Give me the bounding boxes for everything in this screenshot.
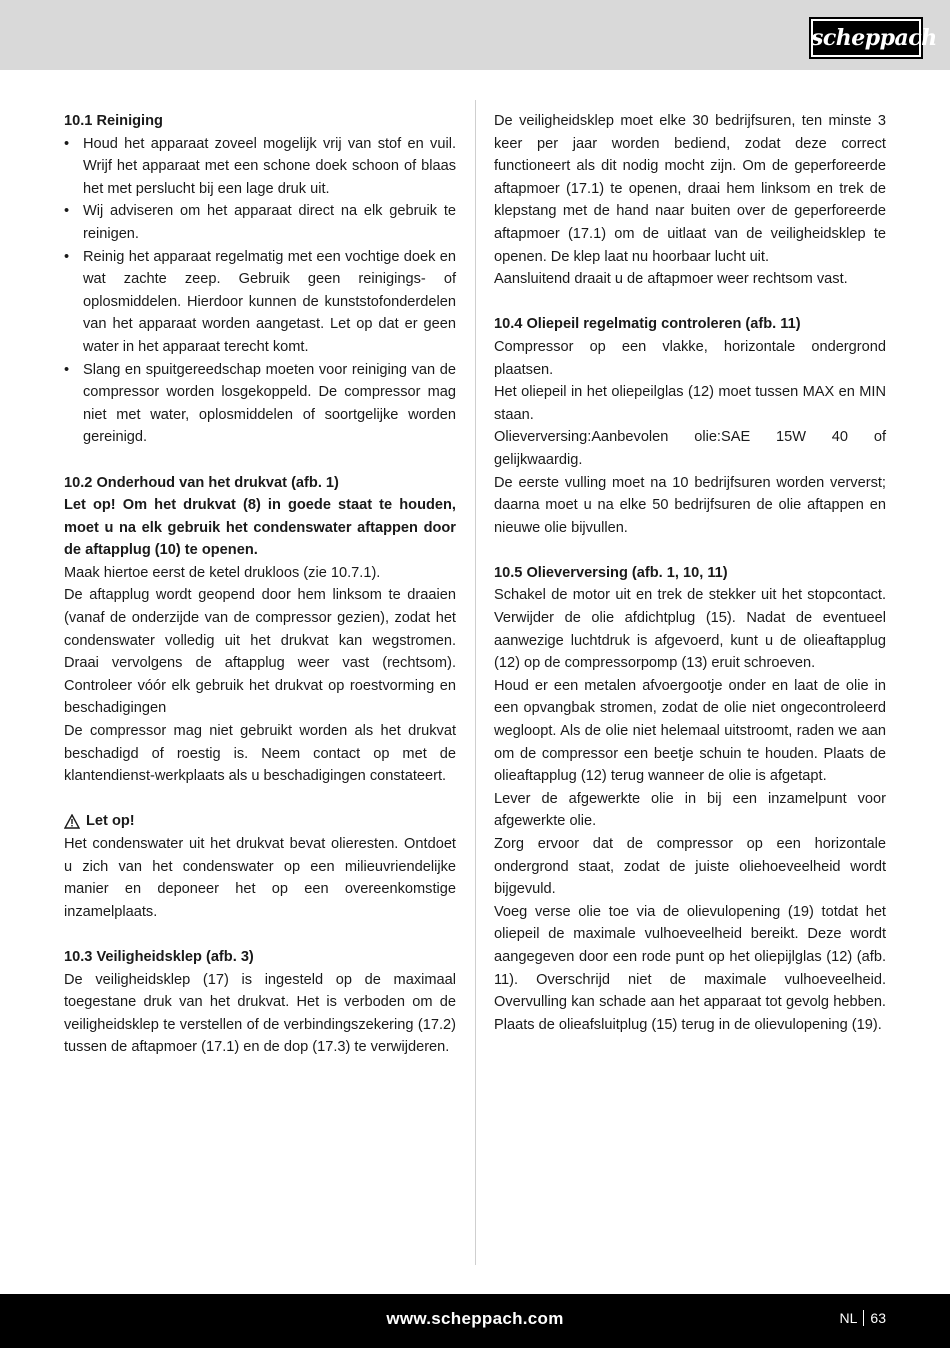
section-10-2-title: 10.2 Onderhoud van het drukvat (afb. 1) [64, 474, 339, 491]
paragraph: De aftapplug wordt geopend door hem linksom te draaien (vanaf de onderzijde van de compressor gezien), zodat het condenswater volledig uit het drukvat kan wegstromen. Draai vervolgens de aftapplug weer vast (rechtsom). Controleer vóór elk gebruik het drukvat op roestvorming en beschadigingen [64, 587, 456, 717]
language-code: NL [839, 1310, 858, 1326]
left-column [64, 110, 456, 1059]
cleaning-bullet-list [64, 133, 456, 449]
paragraph: De veiligheidsklep (17) is ingesteld op de maximaal toegestane druk van het drukvat. Het is verboden om de veiligheidsklep te verstellen of de verbindingszekering (17.2) tussen de aftapmoer (17.1) en de dop (17.3) te verwijderen. [64, 971, 456, 1056]
caution-heading [64, 810, 456, 833]
page-number: 63 [870, 1310, 886, 1326]
paragraph: Zorg ervoor dat de compressor op een horizontale ondergrond staat, zodat de juiste oliehoeveelheid wordt bijgevuld. [494, 836, 886, 898]
brand-logo [809, 17, 937, 59]
website-link[interactable]: www.scheppach.com [386, 1309, 564, 1328]
paragraph: Compressor op een vlakke, horizontale ondergrond plaatsen. [494, 338, 886, 378]
paragraph: Voeg verse olie toe via de olievulopening (19) totdat het oliepeil de maximale vulhoeveelheid bereikt. Deze wordt aangegeven door een rode punt op het oliepijlglas (12) (afb. 11). Overschrijd niet de maximale vulhoeveelheid. Overvulling kan schade aan het apparaat tot gevolg hebben. Plaats de olieafsluitplug (15) terug in de olievulopening (19). [494, 903, 886, 1033]
header-band [0, 0, 950, 70]
paragraph: Houd er een metalen afvoergootje onder en laat de olie in een opvangbak stromen, zodat de olie niet ongecontroleerd wegloopt. Als de olie niet helemaal uitstroomt, raden we aan om de compressor een beetje schuin te houden. Plaats de olieaftapplug (12) terug wanneer de olie is afgetapt. [494, 677, 886, 785]
section-10-3-title: 10.3 Veiligheidsklep (afb. 3) [64, 948, 254, 965]
logo-text: scheppach [811, 25, 937, 51]
right-column [494, 110, 886, 1036]
list-item: • Reinig het apparaat regelmatig met een vochtige doek en wat zachte zeep. Gebruik geen reinigings- of oplosmiddelen. Hierdoor kunnen de kunststofonderdelen van het apparaat worden aangetast. Let op dat er geen water in het apparaat terecht komt. [64, 246, 456, 359]
list-item: • Slang en spuitgereedschap moeten voor reiniging van de compressor worden losgekoppeld. De compressor mag niet met water, oplosmiddelen of soortgelijke worden gereinigd. [64, 359, 456, 449]
paragraph: Olieverversing:Aanbevolen olie:SAE 15W 40 of gelijkwaardig. [494, 429, 886, 468]
paragraph: Lever de afgewerkte olie in bij een inzamelpunt voor afgewerkte olie. [494, 790, 886, 830]
separator [863, 1310, 864, 1326]
section-10-4-title: 10.4 Oliepeil regelmatig controleren (afb. 11) [494, 316, 801, 333]
column-divider [475, 100, 476, 1265]
paragraph: De compressor mag niet gebruikt worden als het drukvat beschadigd of roestig is. Neem contact op met de klantendienst-werkplaats als u beschadigingen constateert. [64, 723, 456, 785]
section-10-1-title: 10.1 Reiniging [64, 113, 163, 129]
caution-text: Het condenswater uit het drukvat bevat olieresten. Ontdoet u zich van het condenswater op een milieuvriendelijke manier en deponeer het op een overeenkomstige inzamelplaats. [64, 836, 456, 920]
warning-triangle-icon [64, 814, 80, 829]
paragraph: Maak hiertoe eerst de ketel drukloos (zie 10.7.1). [64, 564, 381, 581]
caution-label: Let op! [86, 813, 135, 830]
section-10-2-warning: Let op! Om het drukvat (8) in goede staat te houden, moet u na elk gebruik het condenswater aftappen door de aftapplug (10) te openen. [64, 497, 456, 559]
paragraph: Schakel de motor uit en trek de stekker uit het stopcontact. Verwijder de olie afdichtplug (15). Nadat de eventueel aanwezige luchtdruk is afgevoerd, kunt u de olieaftapplug (12) op de compressorpomp (13) eruit schroeven. [494, 587, 886, 672]
section-10-5-title: 10.5 Olieverversing (afb. 1, 10, 11) [494, 564, 728, 581]
list-item: • Wij adviseren om het apparaat direct na elk gebruik te reinigen. [64, 200, 456, 245]
paragraph: Het oliepeil in het oliepeilglas (12) moet tussen MAX en MIN staan. [494, 384, 886, 423]
paragraph: Aansluitend draait u de aftapmoer weer rechtsom vast. [494, 271, 848, 288]
page-indicator [840, 1310, 886, 1326]
footer-bar [0, 1294, 950, 1348]
paragraph: De eerste vulling moet na 10 bedrijfsuren worden ververst; daarna moet u na elke 50 bedrijfsuren de olie aftappen en nieuwe olie bijvullen. [494, 474, 886, 536]
list-item: • Houd het apparaat zoveel mogelijk vrij van stof en vuil. Wrijf het apparaat met een schone doek schoon of blaas het met perslucht bij een lage druk uit. [64, 133, 456, 201]
paragraph: De veiligheidsklep moet elke 30 bedrijfsuren, ten minste 3 keer per jaar worden bediend, zodat deze correct functioneert als dit nodig mocht zijn. Om de geperforeerde aftapmoer (17.1) te openen, draai hem linksom en trek de klepstang met de hand naar buiten over de geperforeerde aftapmoer (17.1) om de uitlaat van de veiligheidsklep te openen. De klep laat nu hoorbaar lucht uit. [494, 113, 886, 265]
